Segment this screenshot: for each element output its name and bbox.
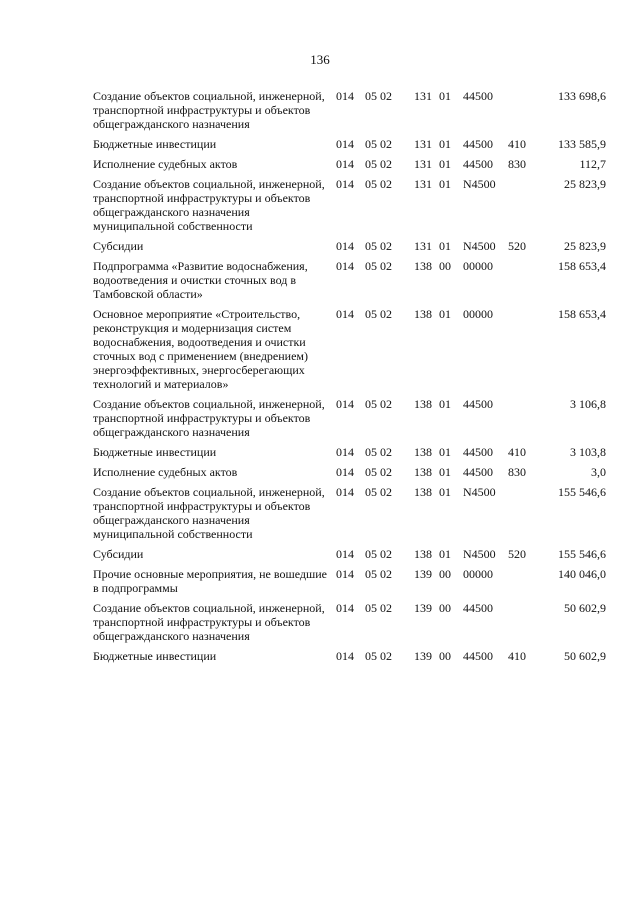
subprogram-code: 1 (426, 177, 432, 191)
section-code: 05 02 (365, 601, 392, 615)
subprogram-code: 1 (426, 157, 432, 171)
ministry-code: 014 (336, 157, 354, 171)
table-row (0, 89, 640, 131)
target-program-code: 13 (414, 177, 426, 191)
target-program-code: 13 (414, 465, 426, 479)
row-name: Субсидии (93, 547, 144, 561)
direction-code: 44500 (463, 137, 493, 151)
direction-code: 44500 (463, 445, 493, 459)
section-code: 05 02 (365, 649, 392, 663)
subprogram-code: 1 (426, 239, 432, 253)
main-measure-code: 00 (439, 259, 451, 273)
table-row (0, 397, 640, 439)
amount: 25 823,9 (564, 177, 606, 191)
table-row (0, 239, 640, 253)
row-name: Создание объектов социальной, инженерной, транспортной инфраструктуры и объектов общегражданского назначения муниципальной собственности (93, 177, 325, 233)
ministry-code: 014 (336, 485, 354, 499)
page-number: 136 (310, 52, 330, 67)
section-code: 05 02 (365, 137, 392, 151)
section-code: 05 02 (365, 567, 392, 581)
row-name: Бюджетные инвестиции (93, 649, 217, 663)
subprogram-code: 8 (426, 547, 432, 561)
ministry-code: 014 (336, 397, 354, 411)
expense-type-code: 520 (508, 239, 526, 253)
direction-code: 00000 (463, 259, 493, 273)
target-program-code: 13 (414, 485, 426, 499)
row-name: Бюджетные инвестиции (93, 445, 217, 459)
subprogram-code: 1 (426, 89, 432, 103)
table-row (0, 547, 640, 561)
ministry-code: 014 (336, 89, 354, 103)
ministry-code: 014 (336, 547, 354, 561)
table-row (0, 485, 640, 541)
ministry-code: 014 (336, 465, 354, 479)
amount: 155 546,6 (558, 547, 606, 561)
amount: 50 602,9 (564, 601, 606, 615)
table-row (0, 177, 640, 233)
direction-code: 44500 (463, 89, 493, 103)
table-row (0, 649, 640, 663)
direction-code: 44500 (463, 397, 493, 411)
amount: 25 823,9 (564, 239, 606, 253)
target-program-code: 13 (414, 567, 426, 581)
table-row (0, 137, 640, 151)
amount: 50 602,9 (564, 649, 606, 663)
section-code: 05 02 (365, 307, 392, 321)
expense-type-code: 830 (508, 465, 526, 479)
main-measure-code: 00 (439, 601, 451, 615)
target-program-code: 13 (414, 547, 426, 561)
ministry-code: 014 (336, 137, 354, 151)
section-code: 05 02 (365, 177, 392, 191)
budget-table (0, 89, 640, 669)
row-name: Прочие основные мероприятия, не вошедшие в подпрограммы (93, 567, 327, 595)
row-name: Создание объектов социальной, инженерной, транспортной инфраструктуры и объектов общегражданского назначения (93, 397, 325, 439)
target-program-code: 13 (414, 239, 426, 253)
direction-code: 44500 (463, 157, 493, 171)
row-name: Исполнение судебных актов (93, 465, 238, 479)
expense-type-code: 520 (508, 547, 526, 561)
amount: 3,0 (591, 465, 606, 479)
direction-code: 44500 (463, 465, 493, 479)
subprogram-code: 8 (426, 445, 432, 459)
main-measure-code: 01 (439, 547, 451, 561)
row-name: Создание объектов социальной, инженерной, транспортной инфраструктуры и объектов общегражданского назначения (93, 89, 325, 131)
row-name: Исполнение судебных актов (93, 157, 238, 171)
subprogram-code: 9 (426, 601, 432, 615)
direction-code: 44500 (463, 649, 493, 663)
main-measure-code: 00 (439, 649, 451, 663)
amount: 112,7 (579, 157, 606, 171)
main-measure-code: 00 (439, 567, 451, 581)
main-measure-code: 01 (439, 89, 451, 103)
main-measure-code: 01 (439, 307, 451, 321)
amount: 133 585,9 (558, 137, 606, 151)
section-code: 05 02 (365, 547, 392, 561)
main-measure-code: 01 (439, 157, 451, 171)
row-name: Основное мероприятие «Строительство, реконструкция и модернизация систем водоснабжения, водоотведения и очистки сточных вод с применением (внедрением) энергоэффективных, энергосберегающих технологий и материалов» (93, 307, 309, 391)
subprogram-code: 9 (426, 649, 432, 663)
expense-type-code: 830 (508, 157, 526, 171)
main-measure-code: 01 (439, 137, 451, 151)
row-name: Создание объектов социальной, инженерной, транспортной инфраструктуры и объектов общегражданского назначения муниципальной собственности (93, 485, 325, 541)
main-measure-code: 01 (439, 445, 451, 459)
amount: 155 546,6 (558, 485, 606, 499)
main-measure-code: 01 (439, 397, 451, 411)
expense-type-code: 410 (508, 649, 526, 663)
table-row (0, 445, 640, 459)
main-measure-code: 01 (439, 177, 451, 191)
table-row (0, 465, 640, 479)
main-measure-code: 01 (439, 485, 451, 499)
table-row (0, 157, 640, 171)
ministry-code: 014 (336, 307, 354, 321)
table-row (0, 567, 640, 595)
table-row (0, 601, 640, 643)
row-name: Субсидии (93, 239, 144, 253)
section-code: 05 02 (365, 465, 392, 479)
amount: 140 046,0 (558, 567, 606, 581)
ministry-code: 014 (336, 445, 354, 459)
amount: 3 103,8 (570, 445, 606, 459)
direction-code: N4500 (463, 177, 496, 191)
amount: 158 653,4 (558, 307, 606, 321)
ministry-code: 014 (336, 239, 354, 253)
target-program-code: 13 (414, 259, 426, 273)
row-name: Бюджетные инвестиции (93, 137, 217, 151)
subprogram-code: 8 (426, 307, 432, 321)
row-name: Подпрограмма «Развитие водоснабжения, водоотведения и очистки сточных вод в Тамбовской области» (93, 259, 308, 301)
ministry-code: 014 (336, 601, 354, 615)
expense-type-code: 410 (508, 137, 526, 151)
main-measure-code: 01 (439, 465, 451, 479)
subprogram-code: 1 (426, 137, 432, 151)
target-program-code: 13 (414, 89, 426, 103)
table-row (0, 259, 640, 301)
section-code: 05 02 (365, 485, 392, 499)
direction-code: 00000 (463, 567, 493, 581)
amount: 3 106,8 (570, 397, 606, 411)
section-code: 05 02 (365, 157, 392, 171)
target-program-code: 13 (414, 157, 426, 171)
row-name: Создание объектов социальной, инженерной, транспортной инфраструктуры и объектов общегражданского назначения (93, 601, 325, 643)
target-program-code: 13 (414, 307, 426, 321)
subprogram-code: 8 (426, 397, 432, 411)
target-program-code: 13 (414, 601, 426, 615)
section-code: 05 02 (365, 259, 392, 273)
direction-code: N4500 (463, 239, 496, 253)
target-program-code: 13 (414, 137, 426, 151)
target-program-code: 13 (414, 397, 426, 411)
main-measure-code: 01 (439, 239, 451, 253)
section-code: 05 02 (365, 89, 392, 103)
ministry-code: 014 (336, 649, 354, 663)
direction-code: 44500 (463, 601, 493, 615)
target-program-code: 13 (414, 649, 426, 663)
ministry-code: 014 (336, 259, 354, 273)
ministry-code: 014 (336, 177, 354, 191)
section-code: 05 02 (365, 445, 392, 459)
amount: 158 653,4 (558, 259, 606, 273)
subprogram-code: 8 (426, 485, 432, 499)
ministry-code: 014 (336, 567, 354, 581)
table-row (0, 307, 640, 391)
expense-type-code: 410 (508, 445, 526, 459)
subprogram-code: 8 (426, 259, 432, 273)
direction-code: 00000 (463, 307, 493, 321)
target-program-code: 13 (414, 445, 426, 459)
section-code: 05 02 (365, 239, 392, 253)
subprogram-code: 8 (426, 465, 432, 479)
amount: 133 698,6 (558, 89, 606, 103)
section-code: 05 02 (365, 397, 392, 411)
direction-code: N4500 (463, 547, 496, 561)
subprogram-code: 9 (426, 567, 432, 581)
direction-code: N4500 (463, 485, 496, 499)
